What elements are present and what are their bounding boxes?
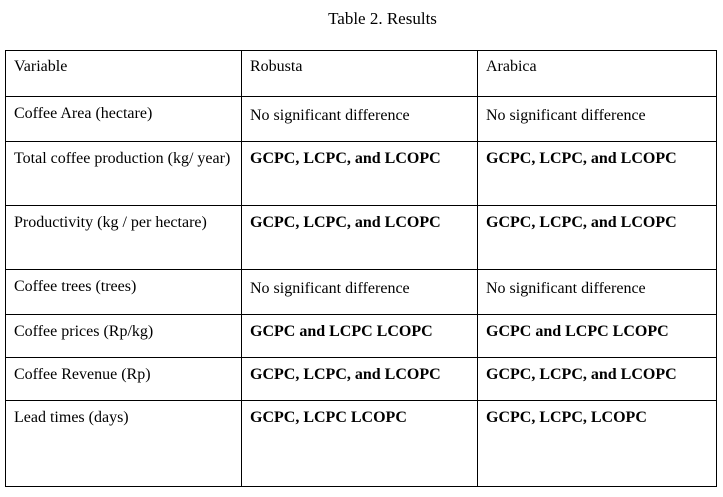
robusta-value: GCPC, LCPC, and LCOPC <box>250 366 441 383</box>
header-cell-arabica: Arabica <box>478 51 717 97</box>
variable-cell <box>6 401 242 487</box>
arabica-value: GCPC, LCPC, LCOPC <box>486 409 647 426</box>
arabica-value: GCPC, LCPC, and LCOPC <box>486 150 677 167</box>
robusta-value: GCPC and LCPC LCOPC <box>250 323 433 340</box>
robusta-value: GCPC, LCPC LCOPC <box>250 409 407 426</box>
variable-cell <box>6 315 242 358</box>
header-cell-robusta: Robusta <box>242 51 478 97</box>
robusta-value: GCPC, LCPC, and LCOPC <box>250 150 441 167</box>
arabica-value: No significant difference <box>486 107 646 124</box>
arabica-cell <box>478 142 717 206</box>
variable-cell <box>6 142 242 206</box>
variable-label: Lead times (days) <box>14 409 129 426</box>
header-cell-variable: Variable <box>6 51 242 97</box>
table-row <box>6 270 717 315</box>
table-row <box>6 206 717 270</box>
variable-label: Productivity (kg / per hectare) <box>14 214 207 231</box>
arabica-cell <box>478 358 717 401</box>
header-row <box>6 51 717 97</box>
robusta-value: No significant difference <box>250 107 410 124</box>
variable-label: Coffee trees (trees) <box>14 278 137 295</box>
table-row <box>6 358 717 401</box>
arabica-cell <box>478 97 717 142</box>
table-row <box>6 142 717 206</box>
robusta-cell <box>242 315 478 358</box>
arabica-cell <box>478 401 717 487</box>
robusta-cell <box>242 142 478 206</box>
robusta-cell <box>242 401 478 487</box>
results-table <box>5 50 717 487</box>
table-row <box>6 97 717 142</box>
table-caption: Table 2. Results <box>328 9 437 28</box>
arabica-cell <box>478 270 717 315</box>
variable-cell <box>6 358 242 401</box>
arabica-value: GCPC, LCPC, and LCOPC <box>486 214 677 231</box>
table-row <box>6 401 717 487</box>
variable-label: Coffee Area (hectare) <box>14 105 153 122</box>
arabica-cell <box>478 315 717 358</box>
variable-cell <box>6 206 242 270</box>
robusta-cell <box>242 358 478 401</box>
table-row <box>6 315 717 358</box>
robusta-value: GCPC, LCPC, and LCOPC <box>250 214 441 231</box>
variable-cell <box>6 97 242 142</box>
arabica-value: GCPC and LCPC LCOPC <box>486 323 669 340</box>
variable-cell <box>6 270 242 315</box>
variable-label: Total coffee production (kg/ year) <box>14 150 231 167</box>
arabica-value: GCPC, LCPC, and LCOPC <box>486 366 677 383</box>
arabica-value: No significant difference <box>486 280 646 297</box>
robusta-cell <box>242 206 478 270</box>
arabica-cell <box>478 206 717 270</box>
robusta-cell <box>242 97 478 142</box>
robusta-value: No significant difference <box>250 280 410 297</box>
variable-label: Coffee Revenue (Rp) <box>14 366 151 383</box>
robusta-cell <box>242 270 478 315</box>
variable-label: Coffee prices (Rp/kg) <box>14 323 154 340</box>
